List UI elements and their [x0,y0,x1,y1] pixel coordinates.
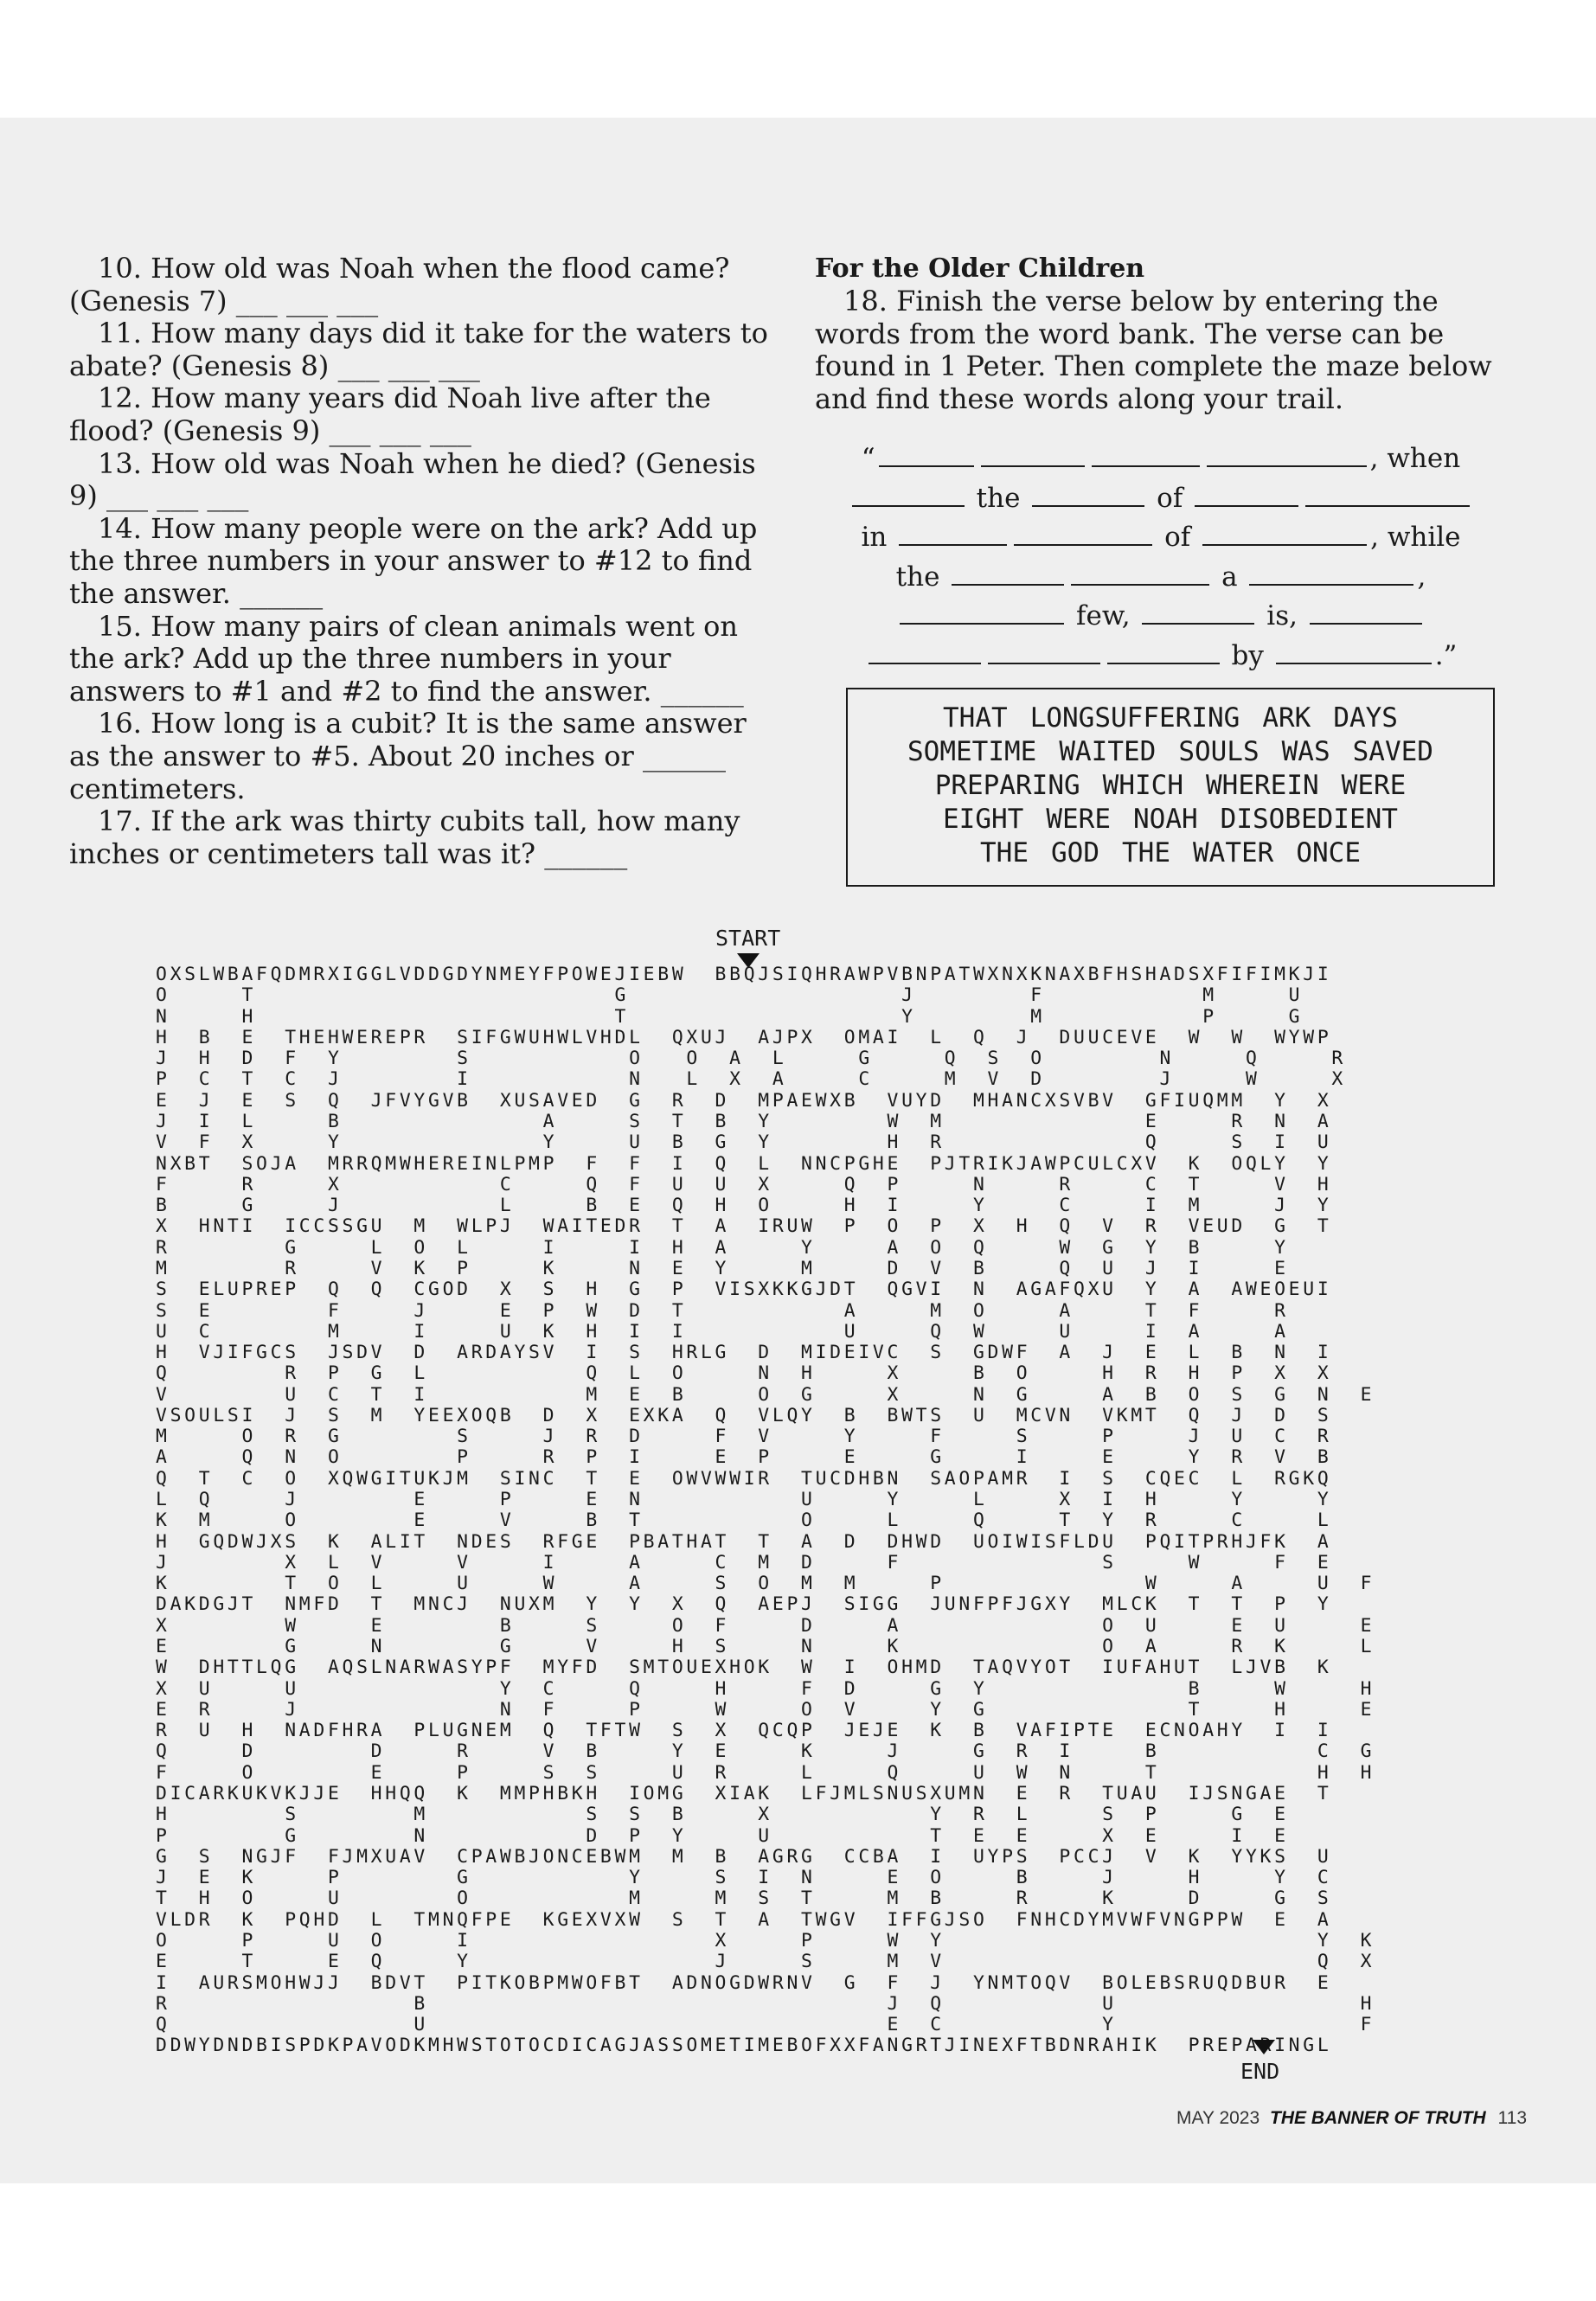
questions-column [69,253,779,870]
maze-end-label: END [1240,2059,1280,2084]
maze-row: O P U O I X P W Y Y K [156,1929,1375,1952]
verse-fill-in [815,439,1507,676]
maze-row: N H T Y M P G [156,1005,1304,1028]
maze-row: OXSLWBAFQDMRXIGGLVDDGDYNMEYFPOWEJIEBW BBQJSIQHRAWPVBNPATWXNXKNAXBFHSHADSXFIFIMKJI [156,964,1332,985]
maze-start-label: START [715,926,781,951]
maze-row: H GQDWJXS K ALIT NDES RFGE PBATHAT T A D DHWD UOIWISFLDU PQITPRHJFK A [156,1530,1332,1553]
verse-line-4: the a , [895,561,1426,593]
blank[interactable] [952,561,1064,586]
blank[interactable] [1142,600,1254,625]
maze-row: X U U Y C Q H F D G Y B W H [156,1677,1375,1700]
word-bank-row: EIGHT WERE NOAH DISOBEDIENT [943,804,1398,835]
blank[interactable] [981,443,1085,467]
maze-row: E R J N F P W O V Y G T H E [156,1698,1375,1721]
question-15: 15. How many pairs of clean animals went on the ark? Add up the three numbers in your answers to #1 and #2 to find the answer. ______ [69,609,744,708]
maze-row: Q T C O XQWGITUKJM SINC T E OWVWWIR TUCDHBN SAOPAMR I S CQEC L RGKQ [156,1467,1332,1490]
maze-row: K M O E V B T O L Q T Y R C L [156,1509,1332,1532]
maze-row: VSOULSI J S M YEEXOQB D X EXKA Q VLQY B BWTS U MCVN VKMT Q J D S [156,1404,1332,1426]
blank[interactable] [900,600,1064,625]
word-bank-row: THAT LONGSUFFERING ARK DAYS [943,702,1398,734]
question-18: 18. Finish the verse below by entering the words from the word bank. The verse can be found in 1 Peter. Then complete the maze below and find these words along your trail. [815,285,1492,415]
word-bank-row: SOMETIME WAITED SOULS WAS SAVED [907,736,1433,767]
word-bank-row: THE GOD THE WATER ONCE [980,837,1361,868]
maze-row: H S M S S B X Y R L S P G E [156,1804,1289,1826]
word-bank [846,688,1495,887]
end-arrow-icon [1253,2040,1275,2054]
maze-row: R U H NADFHRA PLUGNEM Q TFTW S X QCQP JEJE K B VAFIPTE ECNOAHY I I [156,1720,1332,1742]
question-17: 17. If the ark was thirty cubits tall, how many inches or centimeters tall was it? ______ [69,804,740,870]
maze-row: V F X Y Y U B G Y H R Q S I U [156,1131,1332,1154]
question-12: 12. How many years did Noah live after the flood? (Genesis 9) ___ ___ ___ [69,381,711,447]
maze-row: NXBT SOJA MRRQMWHEREINLPMP F F I Q L NNCPGHE PJTRIKJAWPCULCXV K OQLY Y [156,1152,1332,1175]
maze-row: T H O U O M M S T M B R K D G S [156,1888,1332,1910]
question-14: 14. How many people were on the ark? Add up the three numbers in your answer to #12 to find the answer. ______ [69,511,758,610]
maze-row: E G N G V H S N K O A R K L [156,1636,1375,1657]
maze-row: W DHTTLQG AQSLNARWASYPF MYFD SMTOUEXHOK W I OHMD TAQVYOT IUFAHUT LJVB K [156,1657,1332,1679]
verse-line-3: in of , while [861,522,1461,553]
maze-row: K T O L U W A S O M M P W A U F [156,1573,1375,1595]
maze-row: DICARKUKVKJJE HHQQ K MMPHBKH IOMG XIAK LFJMLSNUSXUMN E R TUAU IJSNGAE T [156,1782,1332,1804]
blank[interactable] [1107,640,1220,664]
maze-row: J X L V V I A C M D F S W F E [156,1551,1332,1574]
blank[interactable] [1032,483,1144,507]
maze-row: H B E THEHWEREPR SIFGWUHWLVHDL QXUJ AJPX OMAI L Q J DUUCEVE W W WYWP [156,1026,1332,1048]
blank[interactable] [1249,561,1413,586]
maze-row: S E F J E P W D T A M O A T F R [156,1299,1289,1322]
blank[interactable] [899,522,1007,546]
maze-row: P G N D P Y U T E E X E I E [156,1824,1289,1847]
blank[interactable] [1014,522,1152,546]
maze-row: M R V K P K N E Y M D V B Q U J I E [156,1257,1289,1279]
maze-row: Q D D R V B Y E K J G R I B C G [156,1740,1375,1763]
maze-row: F R X C Q F U U X Q P N R C T V H [156,1173,1332,1195]
maze-row: F O E P S S U R L Q U W N T H H [156,1761,1375,1784]
maze-row: O T G J F M U [156,984,1304,1007]
maze-row: U C M I U K H I I U Q W U I A A [156,1320,1289,1343]
maze-row: G S NGJF FJMXUAV CPAWBJONCEBWM M B AGRG CCBA I UYPS PCCJ V K YYKS U [156,1845,1332,1868]
footer-date: MAY 2023 [1176,2108,1260,2128]
question-13: 13. How old was Noah when he died? (Genesis 9) ___ ___ ___ [69,446,756,513]
maze-row: P C T C J I N L X A C M V D J W X [156,1068,1346,1091]
blank[interactable] [1092,443,1200,467]
blank[interactable] [1310,600,1422,625]
blank[interactable] [1305,483,1470,507]
blank[interactable] [852,483,965,507]
maze-row: H VJIFGCS JSDV D ARDAYSV I S HRLG D MIDEIVC S GDWF A J E L B N I [156,1342,1332,1364]
question-16: 16. How long is a cubit? It is the same answer as the answer to #5. About 20 inches or ______ centimeters. [69,707,747,805]
older-children-heading: For the Older Children [815,253,1145,284]
blank[interactable] [1071,561,1209,586]
blank[interactable] [988,640,1100,664]
verse-line-1: “ , when [861,443,1461,474]
maze-row: I AURSMOHWJJ BDVT PITKOBPMWOFBT ADNOGDWRNV G F J YNMTOQV BOLEBSRUQDBUR E [156,1971,1332,1994]
footer-page-number: 113 [1497,2108,1527,2128]
question-10: 10. How old was Noah when the flood came? (Genesis 7) ___ ___ ___ [69,252,730,317]
blank[interactable] [869,640,981,664]
verse-line-2: the of [815,479,1507,519]
maze-row: R B J Q U H [156,1992,1375,2015]
blank[interactable] [1195,483,1298,507]
maze-row: M O R G S J R D F V Y F S P J U C R [156,1426,1332,1448]
blank[interactable] [879,443,974,467]
older-children-section [815,253,1507,415]
page-footer [1176,2108,1527,2129]
maze-row: E J E S Q JFVYGVB XUSAVED G R D MPAEWXB VUYD MHANCXSVBV GFIUQMM Y X [156,1089,1332,1112]
verse-line-6: by .” [815,637,1507,676]
maze-row: Q R P G L Q L O N H X B O H R H P X X [156,1362,1332,1385]
maze-row: J E K P G Y S I N E O B J H Y C [156,1867,1332,1889]
maze-row: S ELUPREP Q Q CGOD X S H G P VISXKKGJDT QGVI N AGAFQXU Y A AWEOEUI [156,1279,1332,1301]
maze-row: VLDR K PQHD L TMNQFPE KGEXVXW S T A TWGV IFFGJSO FNHCDYMVWFVNGPPW E A [156,1908,1332,1931]
maze-row: X HNTI ICCSSGU M WLPJ WAITEDR T A IRUW P O P X H Q V R VEUD G T [156,1215,1332,1238]
maze-row: DDWYDNDBISPDKPAVODKMHWSTOTOCDICAGJASSOMETIMEBOFXXFANGRTJINEXFTBDNRAHIK PREPARINGL [156,2035,1332,2057]
maze-row: L Q J E P E N U Y L X I H Y Y [156,1489,1332,1511]
footer-publication: THE BANNER OF TRUTH [1270,2108,1486,2128]
maze-row: A Q N O P R P I E P E G I E Y R V B [156,1446,1332,1469]
maze-row: X W E B S O F D A O U E U E [156,1614,1375,1637]
maze-row: R G L O L I I H A Y A O Q W G Y B Y [156,1236,1289,1259]
maze-row: J I L B A S T B Y W M E R N A [156,1110,1332,1132]
blank[interactable] [1276,640,1432,664]
maze-row: Q U E C Y F [156,2014,1375,2036]
maze-row: J H D F Y S O O A L G Q S O N Q R [156,1048,1346,1070]
blank[interactable] [1207,443,1367,467]
maze-row: V U C T I M E B O G X N G A B O S G N E [156,1383,1375,1406]
word-bank-row: PREPARING WHICH WHEREIN WERE [934,770,1407,801]
question-11: 11. How many days did it take for the waters to abate? (Genesis 8) ___ ___ ___ [69,317,768,382]
maze-row: E T E Q Y J S M V Q X [156,1951,1375,1973]
maze-row: B G J L B E Q H O H I Y C I M J Y [156,1195,1332,1217]
blank[interactable] [1202,522,1367,546]
verse-line-5: few, is, [815,597,1507,637]
letter-maze [156,965,1375,2057]
maze-row: DAKDGJT NMFD T MNCJ NUXM Y Y X Q AEPJ SIGG JUNFPFJGXY MLCK T T P Y [156,1593,1332,1616]
